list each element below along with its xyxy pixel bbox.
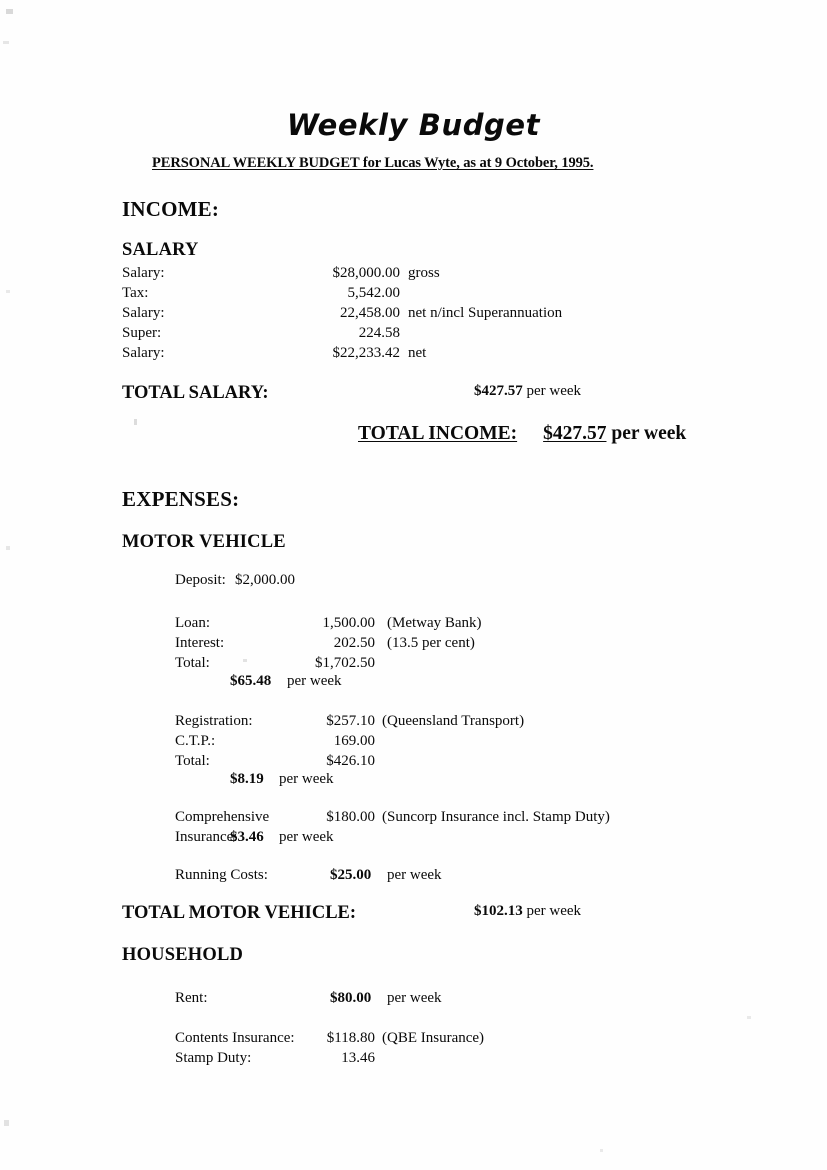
row-value: 13.46 — [341, 1050, 375, 1066]
row-value: 224.58 — [358, 325, 400, 341]
row-note: (QBE Insurance) — [382, 1030, 485, 1046]
row-value: 202.50 — [333, 635, 375, 651]
row-note: (13.5 per cent) — [387, 635, 475, 651]
row-value: 5,542.00 — [347, 285, 400, 301]
row-label: Interest: — [175, 635, 225, 651]
row-value: 1,500.00 — [322, 615, 375, 631]
row-value: $257.10 — [326, 713, 375, 729]
row-note: (Suncorp Insurance incl. Stamp Duty) — [382, 809, 610, 825]
row-value: $22,233.42 — [332, 345, 400, 361]
total-salary-unit: per week — [526, 383, 582, 399]
scan-artifact — [600, 1149, 603, 1152]
loan-weekly-unit: per week — [287, 673, 342, 689]
rent-unit: per week — [387, 990, 442, 1006]
subsection-heading-salary: SALARY — [122, 240, 199, 260]
row-note: gross — [408, 265, 440, 281]
running-costs-amount: $25.00 — [330, 867, 372, 883]
row-value: $426.10 — [326, 753, 375, 769]
total-salary-label: TOTAL SALARY: — [122, 383, 269, 403]
total-income-label: TOTAL INCOME: — [358, 423, 518, 444]
subsection-heading-motor-vehicle: MOTOR VEHICLE — [122, 532, 286, 552]
scan-artifact — [3, 41, 9, 44]
total-salary-line — [122, 383, 582, 404]
scan-artifact — [6, 546, 10, 550]
row-label: Tax: — [122, 285, 149, 301]
rent-amount: $80.00 — [330, 990, 372, 1006]
row-note: net — [408, 345, 427, 361]
section-heading-expenses: EXPENSES: — [122, 487, 240, 511]
section-heading-income: INCOME: — [122, 197, 220, 221]
row-label: Stamp Duty: — [175, 1050, 252, 1066]
scan-artifact — [6, 290, 10, 293]
row-note: net n/incl Superannuation — [408, 305, 563, 321]
insurance-weekly-unit: per week — [279, 829, 334, 845]
registration-weekly-unit: per week — [279, 771, 334, 787]
row-value: $28,000.00 — [332, 265, 400, 281]
row-note: (Metway Bank) — [387, 615, 482, 631]
total-income-unit: per week — [611, 423, 687, 444]
total-motor-vehicle-value — [474, 903, 581, 920]
row-value: $180.00 — [326, 809, 375, 825]
row-label: Loan: — [175, 615, 210, 631]
page-title: Weekly Budget — [286, 108, 541, 142]
row-value: 22,458.00 — [340, 305, 400, 321]
total-salary-amount: $427.57 — [474, 383, 523, 399]
total-motor-vehicle-unit: per week — [526, 903, 582, 919]
total-salary-value — [474, 383, 581, 400]
row-label: C.T.P.: — [175, 733, 216, 749]
row-label: Comprehensive — [175, 809, 270, 825]
total-income-line — [358, 423, 686, 445]
row-value: $118.80 — [326, 1030, 375, 1046]
loan-weekly-amount: $65.48 — [230, 673, 272, 689]
row-label: Contents Insurance: — [175, 1030, 295, 1046]
row-label: Total: — [175, 655, 210, 671]
scan-artifact — [6, 9, 13, 14]
row-label: Rent: — [175, 990, 208, 1006]
row-label: Salary: — [122, 305, 165, 321]
row-value: 169.00 — [333, 733, 375, 749]
row-label: Insurance: — [175, 829, 238, 845]
row-value: $2,000.00 — [235, 572, 295, 588]
row-note: (Queensland Transport) — [382, 713, 525, 729]
row-label: Registration: — [175, 713, 253, 729]
subsection-heading-household: HOUSEHOLD — [122, 945, 244, 965]
row-label: Running Costs: — [175, 867, 268, 883]
row-label: Salary: — [122, 265, 165, 281]
row-label: Super: — [122, 325, 162, 341]
row-value: $1,702.50 — [315, 655, 375, 671]
scan-artifact — [134, 419, 137, 425]
total-motor-vehicle-line — [122, 903, 582, 924]
running-costs-unit: per week — [387, 867, 442, 883]
document-subtitle: PERSONAL WEEKLY BUDGET for Lucas Wyte, as at 9 October, 1995. — [152, 155, 594, 171]
row-label: Deposit: — [175, 572, 226, 588]
scan-artifact — [4, 1120, 9, 1126]
total-income-amount: $427.57 — [543, 423, 607, 444]
total-motor-vehicle-amount: $102.13 — [474, 903, 523, 919]
registration-weekly-amount: $8.19 — [230, 771, 264, 787]
row-label: Total: — [175, 753, 210, 769]
row-label: Salary: — [122, 345, 165, 361]
scan-artifact — [747, 1016, 751, 1019]
insurance-weekly-amount: $3.46 — [230, 829, 264, 845]
total-motor-vehicle-label: TOTAL MOTOR VEHICLE: — [122, 903, 357, 923]
